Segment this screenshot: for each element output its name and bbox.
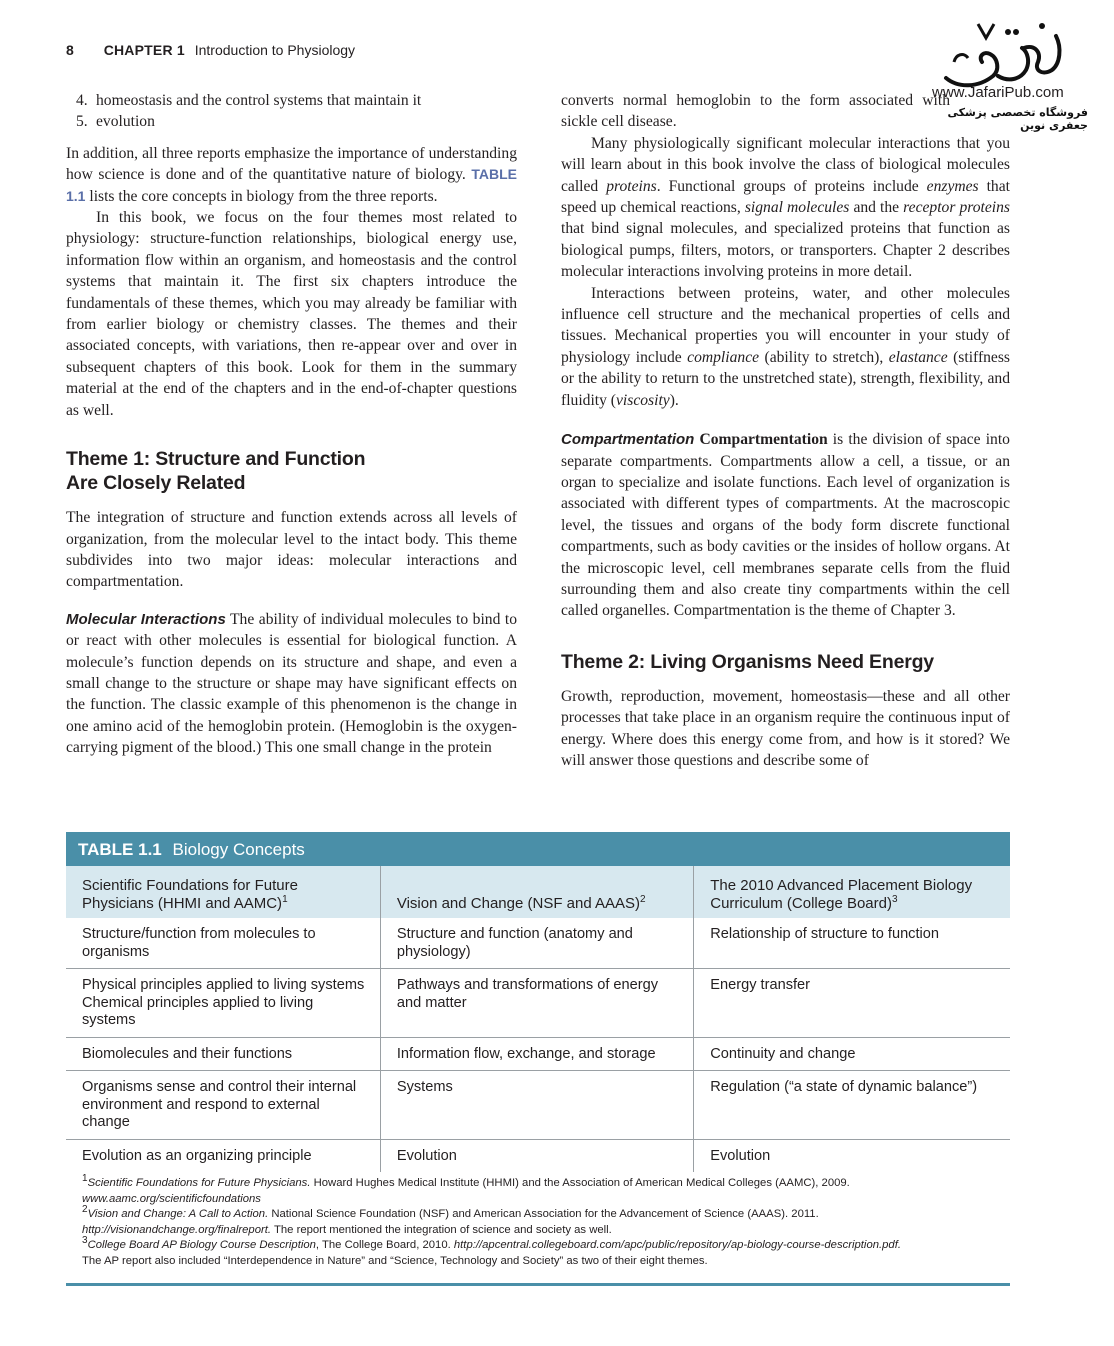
left-column [66,90,517,759]
table-cell: Physical principles applied to living systems Chemical principles applied to living systems [66,969,380,1038]
chapter-label: CHAPTER 1 [103,42,185,58]
footnote-link[interactable]: www.aamc.org/scientificfoundations [82,1192,261,1205]
table-number: TABLE 1.1 [78,840,162,859]
paragraph: In this book, we focus on the four themes most related to physiology: structure-function relationships, biological energy use, information flow within an organism, and homeostasis and the control systems that maintain it. The first six chapters introduce the fundamentals of these themes, which you may already be familiar with from earlier biology or chemistry classes. The themes and their associated concepts, with variations, then re-appear over and over in subsequent chapters of this book. Look for them in the summary material at the end of the chapters and in the end-of-chapter questions as well. [66,209,517,419]
table-cell: Evolution [380,1139,693,1172]
table-title-bar [66,832,1010,866]
table-cell: Evolution as an organizing principle [66,1139,380,1172]
subheading-molecular-interactions: Molecular Interactions [66,610,226,628]
table-cell: Structure/function from molecules to organisms [82,926,316,960]
table-cell: Organisms sense and control their internal environment and respond to external change [66,1071,380,1140]
subheading-compartmentation: Compartmentation [561,431,695,449]
right-column [561,90,1010,771]
list-item: 5. evolution [76,113,155,131]
biology-concepts-table [66,866,1010,1172]
paragraph: The integration of structure and function extends across all levels of organization, from the molecular level to the intact body. This theme subdivides into two major ideas: molecular interactions and compartmentation. [66,509,517,591]
column-header: Scientific Foundations for Future Physicians (HHMI and AAMC)$^1$ [66,866,380,918]
paragraph: Molecular Interactions The ability of individual molecules to bind to or react with other molecules is essential for biological function. A molecule’s function depends on its structure and shape, and even a small change to the structure or shape may have significant effects on the function. The classic example of this phenomenon is the change in one amino acid of the hemoglobin protein. (Hemoglobin is the oxygen-carrying pigment of the blood.) This one small change in the protein [66,610,517,757]
table-reference-link[interactable]: TABLE 1.1 [66,166,517,204]
chapter-title: Introduction to Physiology [194,42,356,58]
watermark-tagline: فروشگاه تخصصی پزشکی جعفری نوین [947,106,1088,132]
table-cell: Energy transfer [694,969,1010,1038]
table-cell: Relationship of structure to function [694,918,1010,969]
column-header: The 2010 Advanced Placement Biology Curriculum (College Board)$^3$ [694,866,1010,918]
publisher-logo-icon [938,18,1068,90]
paragraph: Many physiologically significant molecular interactions that you will learn about in this book involve the class of biological molecules called proteins. Functional groups of proteins include enzymes that speed up chemical reactions, signal molecules and the receptor proteins that bind signal molecules, and specialized proteins that function as biological pumps, filters, motors, or transporters. Chapter 2 describes molecular interactions involving proteins in more detail. [561,134,1011,281]
table-row [66,969,1010,1038]
table-1-1 [66,832,1010,1286]
table-header-row [66,866,1010,918]
table-row [66,918,1010,969]
paragraph: Growth, reproduction, movement, homeostasis—these and all other processes that take place in an organism require the continuous input of energy. Where does this energy come from, and how is it stored? We will answer those questions and describe some of [561,687,1010,769]
table-cell: Regulation (“a state of dynamic balance”) [694,1071,1010,1140]
theme-1-heading: Theme 1: Structure and Function Are Closely Related [66,448,366,495]
footnote-note: The AP report also included “Interdependence in Nature” and “Science, Technology and Society” as two of their eight themes. [82,1254,708,1267]
table-cell: Information flow, exchange, and storage [380,1037,693,1071]
table-row [66,1139,1010,1172]
table-bottom-rule [66,1283,1010,1286]
footnote-link[interactable]: http://apcentral.collegeboard.com/apc/public/repository/ap-biology-course-description.pdf. [453,1239,901,1251]
table-row [66,1037,1010,1071]
paragraph: converts normal hemoglobin to the form associated with sickle cell disease. [561,92,950,131]
table-cell: Evolution [694,1139,1010,1172]
table-row [66,1071,1010,1140]
footnote: $^3$College Board AP Biology Course Description, The College Board, 2010. http://apcentral.collegeboard.com/apc/public/repository/ap-biology-course-description.pdf. [82,1235,901,1251]
footnote: $^2$Vision and Change: A Call to Action. National Science Foundation (NSF) and American Association for the Advancement of Science (AAAS). 2011. http://visionandchange.org/finalreport. The report mentioned the integration of science and society as well. [82,1204,819,1236]
footnote-link[interactable]: http://visionandchange.org/finalreport. [82,1223,272,1236]
paragraph: Interactions between proteins, water, and other molecules influence cell structure and the mechanical properties of cells and tissues. Mechanical properties you will encounter in your study of physiology include compliance (ability to stretch), elastance (stiffness or the ability to return to the unstretched state), strength, flexibility, and fluidity (viscosity). [561,284,1010,409]
table-footnotes [66,1172,1010,1269]
theme-2-heading: Theme 2: Living Organisms Need Energy [561,650,934,673]
table-cell: Biomolecules and their functions [66,1037,380,1071]
table-cell: Structure and function (anatomy and physiology) [380,918,693,969]
table-cell: Systems [380,1071,693,1140]
watermark-site: www.JafariPub.com [932,84,1064,101]
column-header: Vision and Change (NSF and AAAS)$^2$ [380,866,693,918]
table-cell: Continuity and change [694,1037,1010,1071]
running-header [66,42,355,58]
table-title: Biology Concepts [172,840,305,859]
page-number: 8 [66,42,74,58]
footnote: $^1$Scientific Foundations for Future Physicians. Howard Hughes Medical Institute (HHMI) and the Association of American Medical Colleges (AAMC), 2009. www.aamc.org/scientificfoundations [82,1173,850,1205]
paragraph: In addition, all three reports emphasize the importance of understanding how science is done and of the quantitative nature of biology. TABLE 1.1 lists the core concepts in biology from the three reports. [66,144,517,205]
table-cell: Pathways and transformations of energy and matter [380,969,693,1038]
paragraph: Compartmentation Compartmentation is the division of space into separate compartments. Compartments allow a cell, a tissue, or an organ to specialize and isolate functions. Each level of organization is associated with different types of compartments. At the macroscopic level, the tissues and organs of the body form discrete functional compartments, such as body cavities or the insides of hollow organs. At the microscopic level, cell membranes separate cells from the fluid surrounding them and also create tiny compartments within the cell called organelles. Compartmentation is the theme of Chapter 3. [561,431,1010,620]
list-item: 4. homeostasis and the control systems that maintain it [76,92,422,109]
